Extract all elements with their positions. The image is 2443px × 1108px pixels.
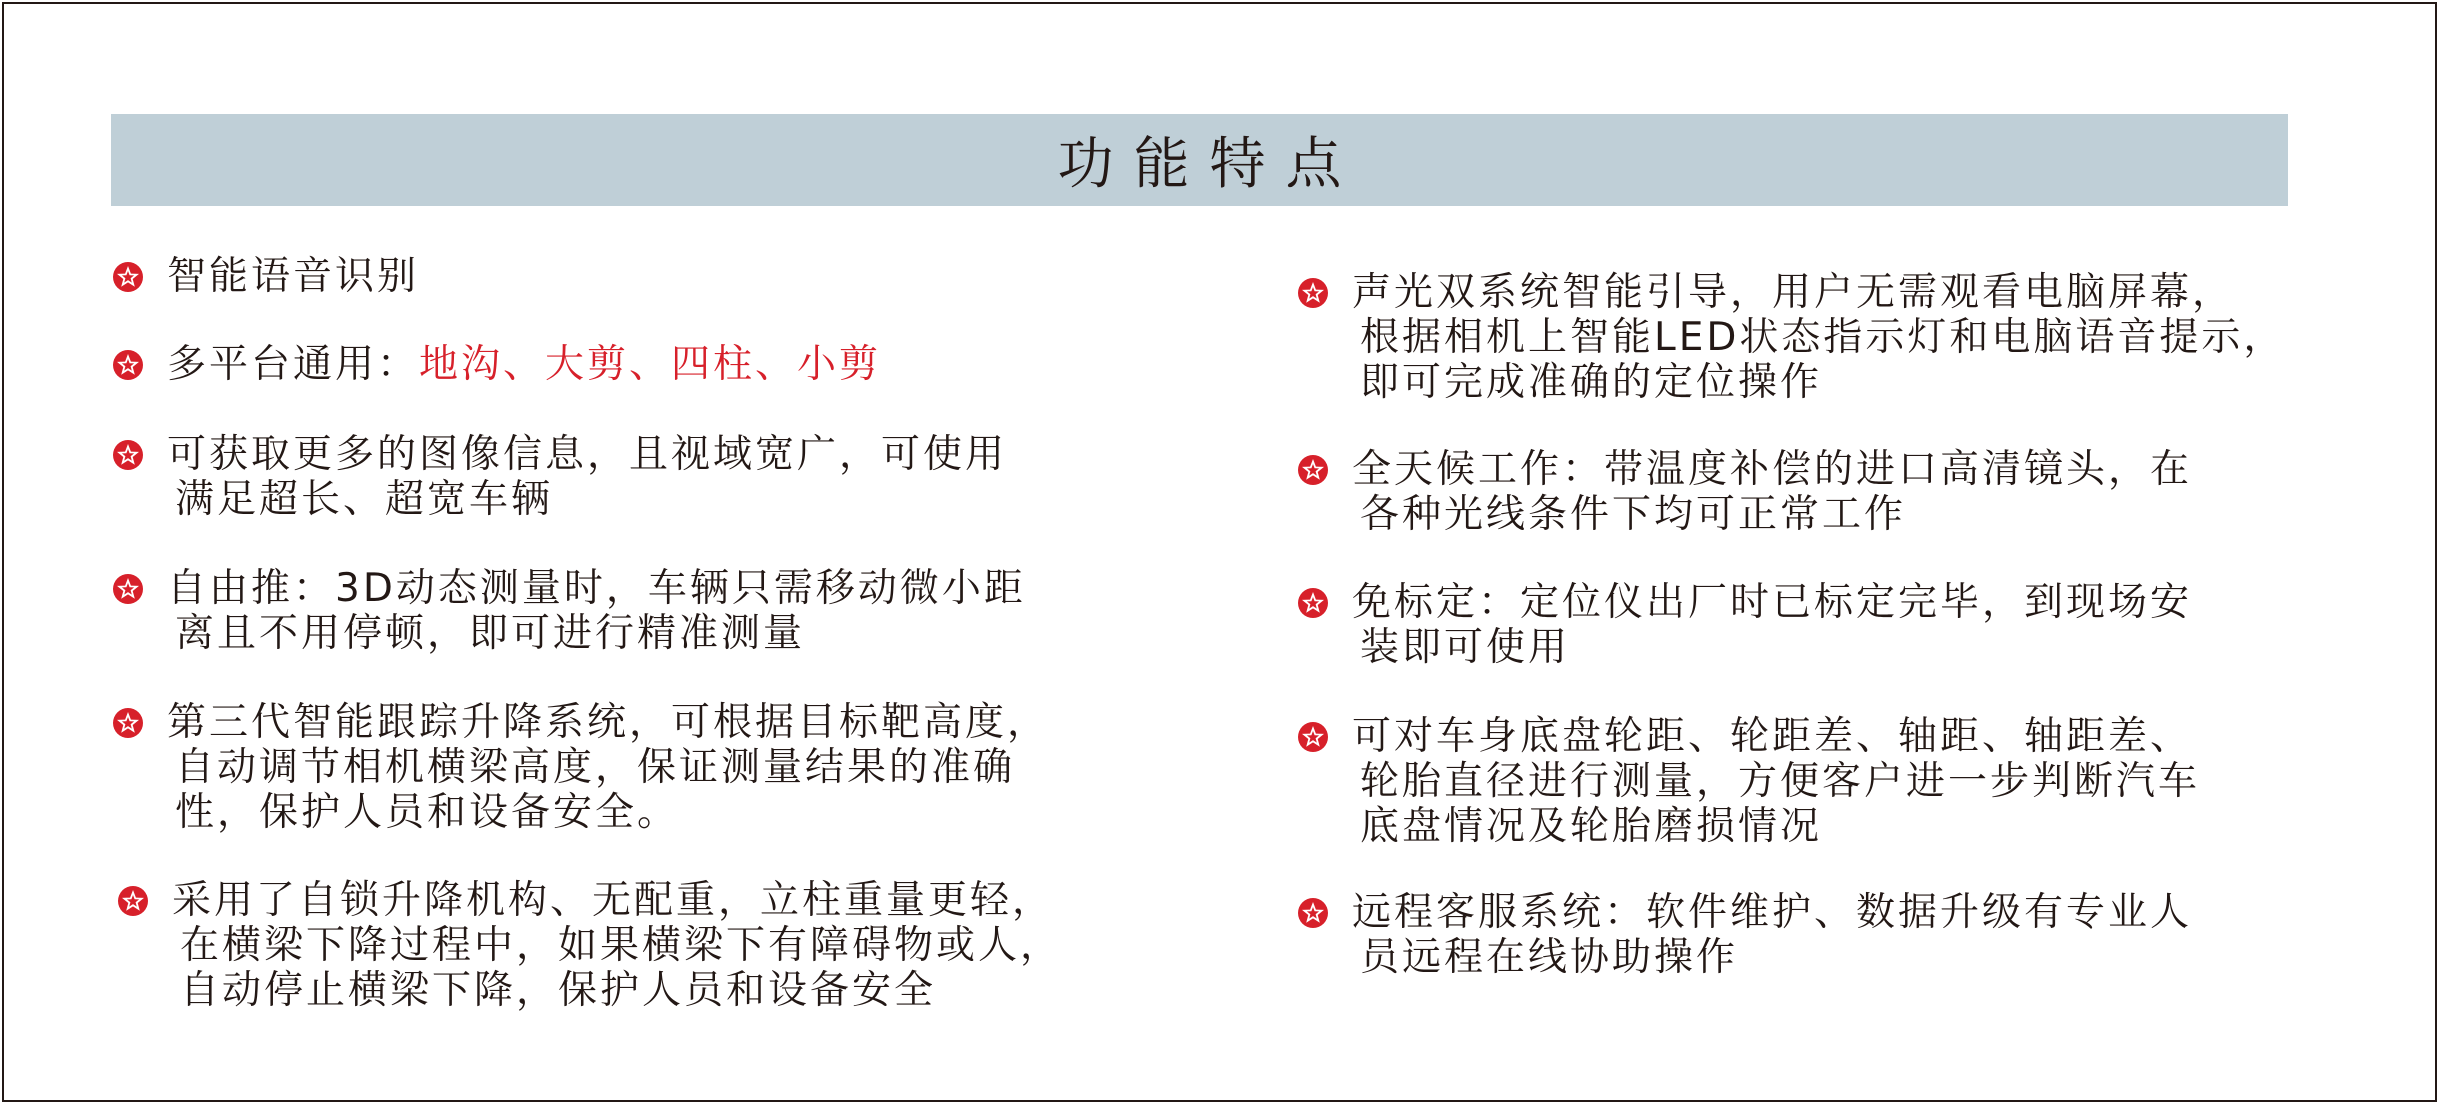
- feature-item-tracking-lift: [111, 700, 1049, 835]
- feature-text-line: 智能语音识别: [167, 254, 420, 299]
- feature-text-line: 即可完成准确的定位操作: [1360, 360, 1823, 405]
- star-circle-icon: [1296, 896, 1330, 930]
- feature-text-line: 免标定：定位仪出厂时已标定完毕，到现场安: [1352, 580, 2193, 625]
- star-circle-icon: [111, 706, 145, 740]
- feature-text-line: 底盘情况及轮胎磨损情况: [1360, 804, 1823, 849]
- feature-item-multi-platform: [111, 342, 881, 387]
- feature-text-prefix: 多平台通用：: [167, 342, 420, 387]
- feature-text-line: 采用了自锁升降机构、无配重，立柱重量更轻，: [172, 878, 1055, 923]
- feature-item-image-info: [111, 432, 1007, 522]
- feature-text-line: 满足超长、超宽车辆: [175, 477, 554, 522]
- feature-text-line: 在横梁下降过程中，如果横梁下有障碍物或人，: [180, 923, 1063, 968]
- feature-text-line: 离且不用停顿，即可进行精准测量: [175, 611, 806, 656]
- page-title: 功能特点: [1057, 132, 1362, 197]
- feature-text-line: 可对车身底盘轮距、轮距差、轴距、轴距差、: [1352, 714, 2193, 759]
- feature-text-line: 装即可使用: [1360, 625, 1571, 670]
- feature-text-line: 根据相机上智能LED状态指示灯和电脑语音提示，: [1360, 315, 2286, 360]
- star-circle-icon: [111, 348, 145, 382]
- feature-text-line: 自动停止横梁下降，保护人员和设备安全: [180, 968, 937, 1013]
- feature-item-self-lock-lift: [116, 878, 1062, 1013]
- feature-item-voice-recognition: [111, 254, 419, 299]
- star-circle-icon: [111, 260, 145, 294]
- feature-text-line: 性，保护人员和设备安全。: [175, 790, 680, 835]
- feature-text-line: 全天候工作：带温度补偿的进口高清镜头，在: [1352, 447, 2193, 492]
- feature-item-no-calibration: [1296, 580, 2192, 670]
- feature-text-line: 自由推：3D动态测量时，车辆只需移动微小距: [167, 566, 1026, 611]
- feature-text-line: 可获取更多的图像信息，且视域宽广，可使用: [167, 432, 1008, 477]
- feature-text-line: 第三代智能跟踪升降系统，可根据目标靶高度，: [167, 700, 1050, 745]
- feature-text-line: 声光双系统智能引导，用户无需观看电脑屏幕，: [1352, 270, 2235, 315]
- platform-list-highlight: 地沟、大剪、四柱、小剪: [419, 342, 882, 387]
- star-circle-icon: [111, 438, 145, 472]
- star-circle-icon: [1296, 720, 1330, 754]
- star-circle-icon: [111, 572, 145, 606]
- feature-item-guidance: [1296, 270, 2285, 405]
- feature-text-line: 各种光线条件下均可正常工作: [1360, 492, 1907, 537]
- feature-text-line: 自动调节相机横梁高度，保证测量结果的准确: [175, 745, 1016, 790]
- star-circle-icon: [1296, 453, 1330, 487]
- feature-item-free-push: [111, 566, 1026, 656]
- feature-item-all-weather: [1296, 447, 2192, 537]
- feature-text-line: 轮胎直径进行测量，方便客户进一步判断汽车: [1360, 759, 2201, 804]
- star-circle-icon: [116, 884, 150, 918]
- title-bar: [111, 114, 2288, 206]
- star-circle-icon: [1296, 586, 1330, 620]
- feature-text-line: 员远程在线协助操作: [1360, 935, 1739, 980]
- feature-item-chassis-measure: [1296, 714, 2200, 849]
- feature-item-remote-service: [1296, 890, 2192, 980]
- star-circle-icon: [1296, 276, 1330, 310]
- feature-text-line: 远程客服系统：软件维护、数据升级有专业人: [1352, 890, 2193, 935]
